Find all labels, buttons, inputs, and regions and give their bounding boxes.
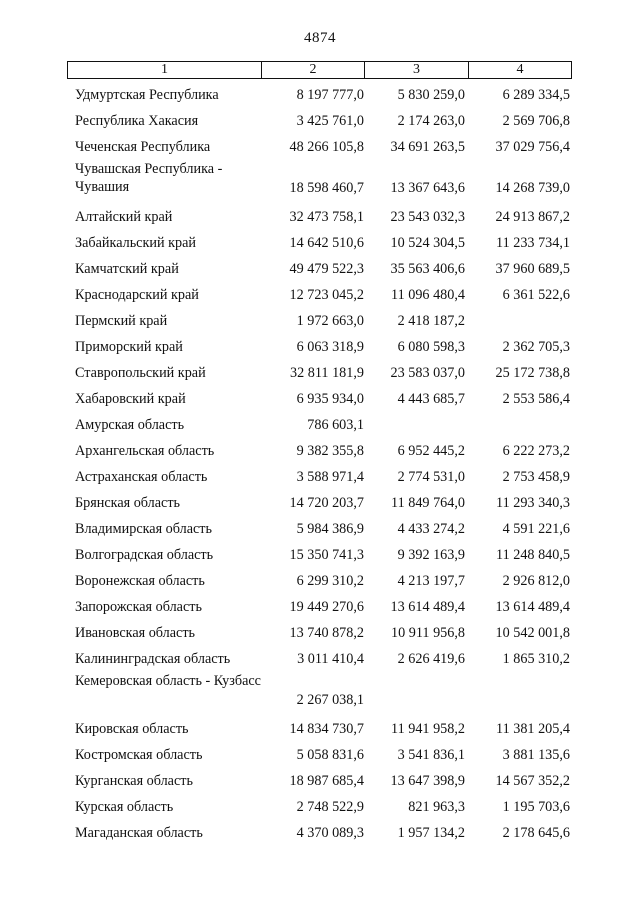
col-3-value: 3 541 836,1: [397, 747, 465, 763]
col-3-value: 13 647 398,9: [390, 773, 465, 789]
col-2-value: 14 642 510,6: [289, 235, 364, 251]
col-4-value: 14 268 739,0: [495, 180, 570, 196]
region-name: Брянская область: [75, 495, 181, 511]
table-row: [0, 594, 640, 620]
region-name: Алтайский край: [75, 209, 173, 225]
col-4-value: 2 753 458,9: [502, 469, 570, 485]
region-name: Республика Хакасия: [75, 113, 199, 129]
col-2-value: 5 984 386,9: [296, 521, 364, 537]
col-2-value: 5 058 831,6: [296, 747, 364, 763]
table-row: [0, 438, 640, 464]
col-4-value: 2 569 706,8: [502, 113, 570, 129]
region-name: Волгоградская область: [75, 547, 214, 563]
col-4-value: 1 195 703,6: [502, 799, 570, 815]
table-row: [0, 620, 640, 646]
col-3-value: 2 626 419,6: [397, 651, 465, 667]
col-4-value: 37 960 689,5: [495, 261, 570, 277]
col-3-value: 4 443 685,7: [397, 391, 465, 407]
region-name: Калининградская область: [75, 651, 231, 667]
col-3-value: 23 543 032,3: [390, 209, 465, 225]
col-3-value: 4 433 274,2: [397, 521, 465, 537]
col-2-value: 13 740 878,2: [289, 625, 364, 641]
col-2-value: 1 972 663,0: [296, 313, 364, 329]
header-col-1: 1: [68, 62, 262, 78]
col-4-value: 3 881 135,6: [502, 747, 570, 763]
col-2-value: 18 987 685,4: [289, 773, 364, 789]
table-row: [0, 490, 640, 516]
region-name: Кемеровская область - Кузбасс: [75, 673, 261, 689]
page-number: 4874: [304, 30, 336, 46]
table-row: [0, 360, 640, 386]
col-3-value: 821 963,3: [408, 799, 465, 815]
region-name: Ставропольский край: [75, 365, 206, 381]
col-3-value: 2 774 531,0: [397, 469, 465, 485]
col-3-value: 1 957 134,2: [397, 825, 465, 841]
region-name: Чувашская Республика - Чувашия: [75, 161, 223, 195]
col-2-value: 4 370 089,3: [296, 825, 364, 841]
col-2-value: 15 350 741,3: [289, 547, 364, 563]
col-3-value: 2 174 263,0: [397, 113, 465, 129]
col-3-value: 11 849 764,0: [391, 495, 465, 511]
table-row: [0, 412, 640, 438]
col-2-value: 32 811 181,9: [290, 365, 364, 381]
col-4-value: 11 293 340,3: [496, 495, 570, 511]
table-body: [0, 82, 640, 846]
region-name: Приморский край: [75, 339, 183, 355]
col-3-value: 23 583 037,0: [390, 365, 465, 381]
region-name: Воронежская область: [75, 573, 205, 589]
col-4-value: 13 614 489,4: [495, 599, 570, 615]
col-3-value: 10 911 956,8: [391, 625, 465, 641]
col-3-value: 10 524 304,5: [390, 235, 465, 251]
col-2-value: 14 834 730,7: [289, 721, 364, 737]
table-row: [0, 108, 640, 134]
table-row: [0, 516, 640, 542]
col-2-value: 3 588 971,4: [296, 469, 364, 485]
col-4-value: 2 926 812,0: [502, 573, 570, 589]
region-name: Краснодарский край: [75, 287, 199, 303]
region-name: Магаданская область: [75, 825, 203, 841]
col-2-value: 19 449 270,6: [289, 599, 364, 615]
region-name: Курганская область: [75, 773, 193, 789]
col-3-value: 5 830 259,0: [397, 87, 465, 103]
region-name: Архангельская область: [75, 443, 215, 459]
col-4-value: 11 381 205,4: [496, 721, 570, 737]
region-name: Чеченская Республика: [75, 139, 211, 155]
col-3-value: 11 096 480,4: [391, 287, 465, 303]
col-2-value: 32 473 758,1: [289, 209, 364, 225]
region-name: Астраханская область: [75, 469, 208, 485]
table-row: [0, 820, 640, 846]
table-row: [0, 82, 640, 108]
col-2-value: 48 266 105,8: [289, 139, 364, 155]
col-3-value: 4 213 197,7: [397, 573, 465, 589]
col-3-value: 2 418 187,2: [397, 313, 465, 329]
table-row: [0, 646, 640, 672]
col-2-value: 2 267 038,1: [296, 692, 364, 708]
col-2-value: 9 382 355,8: [296, 443, 364, 459]
table-row: [0, 204, 640, 230]
col-2-value: 786 603,1: [307, 417, 364, 433]
table-row: [0, 768, 640, 794]
col-2-value: 49 479 522,3: [289, 261, 364, 277]
table-row: [0, 742, 640, 768]
table-row: [0, 568, 640, 594]
col-2-value: 8 197 777,0: [296, 87, 364, 103]
table-header: [67, 61, 572, 79]
col-3-value: 34 691 263,5: [390, 139, 465, 155]
region-name: Кировская область: [75, 721, 189, 737]
region-name: Курская область: [75, 799, 174, 815]
col-4-value: 6 222 273,2: [502, 443, 570, 459]
table-row: [0, 282, 640, 308]
table-row: [0, 672, 640, 716]
table-row: [0, 716, 640, 742]
col-3-value: 13 614 489,4: [390, 599, 465, 615]
col-2-value: 6 935 934,0: [296, 391, 364, 407]
table-row: [0, 230, 640, 256]
region-name: Ивановская область: [75, 625, 196, 641]
col-3-value: 13 367 643,6: [390, 180, 465, 196]
region-name: Камчатский край: [75, 261, 179, 277]
header-col-2: 2: [262, 62, 365, 78]
col-4-value: 2 362 705,3: [502, 339, 570, 355]
table-row: [0, 334, 640, 360]
region-name: Забайкальский край: [75, 235, 196, 251]
region-name: Запорожская область: [75, 599, 202, 615]
table-row: [0, 542, 640, 568]
header-col-4: 4: [516, 62, 524, 77]
col-2-value: 18 598 460,7: [289, 180, 364, 196]
col-3-value: 9 392 163,9: [397, 547, 465, 563]
header-col-3: 3: [365, 62, 469, 78]
col-2-value: 3 011 410,4: [297, 651, 364, 667]
col-3-value: 6 952 445,2: [397, 443, 465, 459]
col-4-value: 2 553 586,4: [502, 391, 570, 407]
col-3-value: 11 941 958,2: [391, 721, 465, 737]
table-row: [0, 308, 640, 334]
col-4-value: 10 542 001,8: [495, 625, 570, 641]
col-3-value: 35 563 406,6: [390, 261, 465, 277]
table-row: [0, 256, 640, 282]
table-row: [0, 386, 640, 412]
col-4-value: 37 029 756,4: [495, 139, 570, 155]
col-2-value: 6 063 318,9: [296, 339, 364, 355]
col-4-value: 24 913 867,2: [495, 209, 570, 225]
col-4-value: 6 361 522,6: [502, 287, 570, 303]
col-4-value: 25 172 738,8: [495, 365, 570, 381]
table-row: [0, 134, 640, 160]
region-name: Владимирская область: [75, 521, 212, 537]
table-row: [0, 464, 640, 490]
region-name: Пермский край: [75, 313, 168, 329]
col-4-value: 6 289 334,5: [502, 87, 570, 103]
col-4-value: 1 865 310,2: [502, 651, 570, 667]
col-2-value: 14 720 203,7: [289, 495, 364, 511]
col-3-value: 6 080 598,3: [397, 339, 465, 355]
region-name: Костромская область: [75, 747, 203, 763]
col-2-value: 12 723 045,2: [289, 287, 364, 303]
col-4-value: 14 567 352,2: [495, 773, 570, 789]
col-4-value: 11 233 734,1: [496, 235, 570, 251]
col-2-value: 2 748 522,9: [296, 799, 364, 815]
col-2-value: 6 299 310,2: [296, 573, 364, 589]
region-name: Хабаровский край: [75, 391, 186, 407]
region-name: Удмуртская Республика: [75, 87, 219, 103]
region-name: Амурская область: [75, 417, 185, 433]
table-row: [0, 794, 640, 820]
col-4-value: 4 591 221,6: [502, 521, 570, 537]
col-4-value: 2 178 645,6: [502, 825, 570, 841]
col-4-value: 11 248 840,5: [496, 547, 570, 563]
col-2-value: 3 425 761,0: [296, 113, 364, 129]
table-row: [0, 160, 640, 204]
